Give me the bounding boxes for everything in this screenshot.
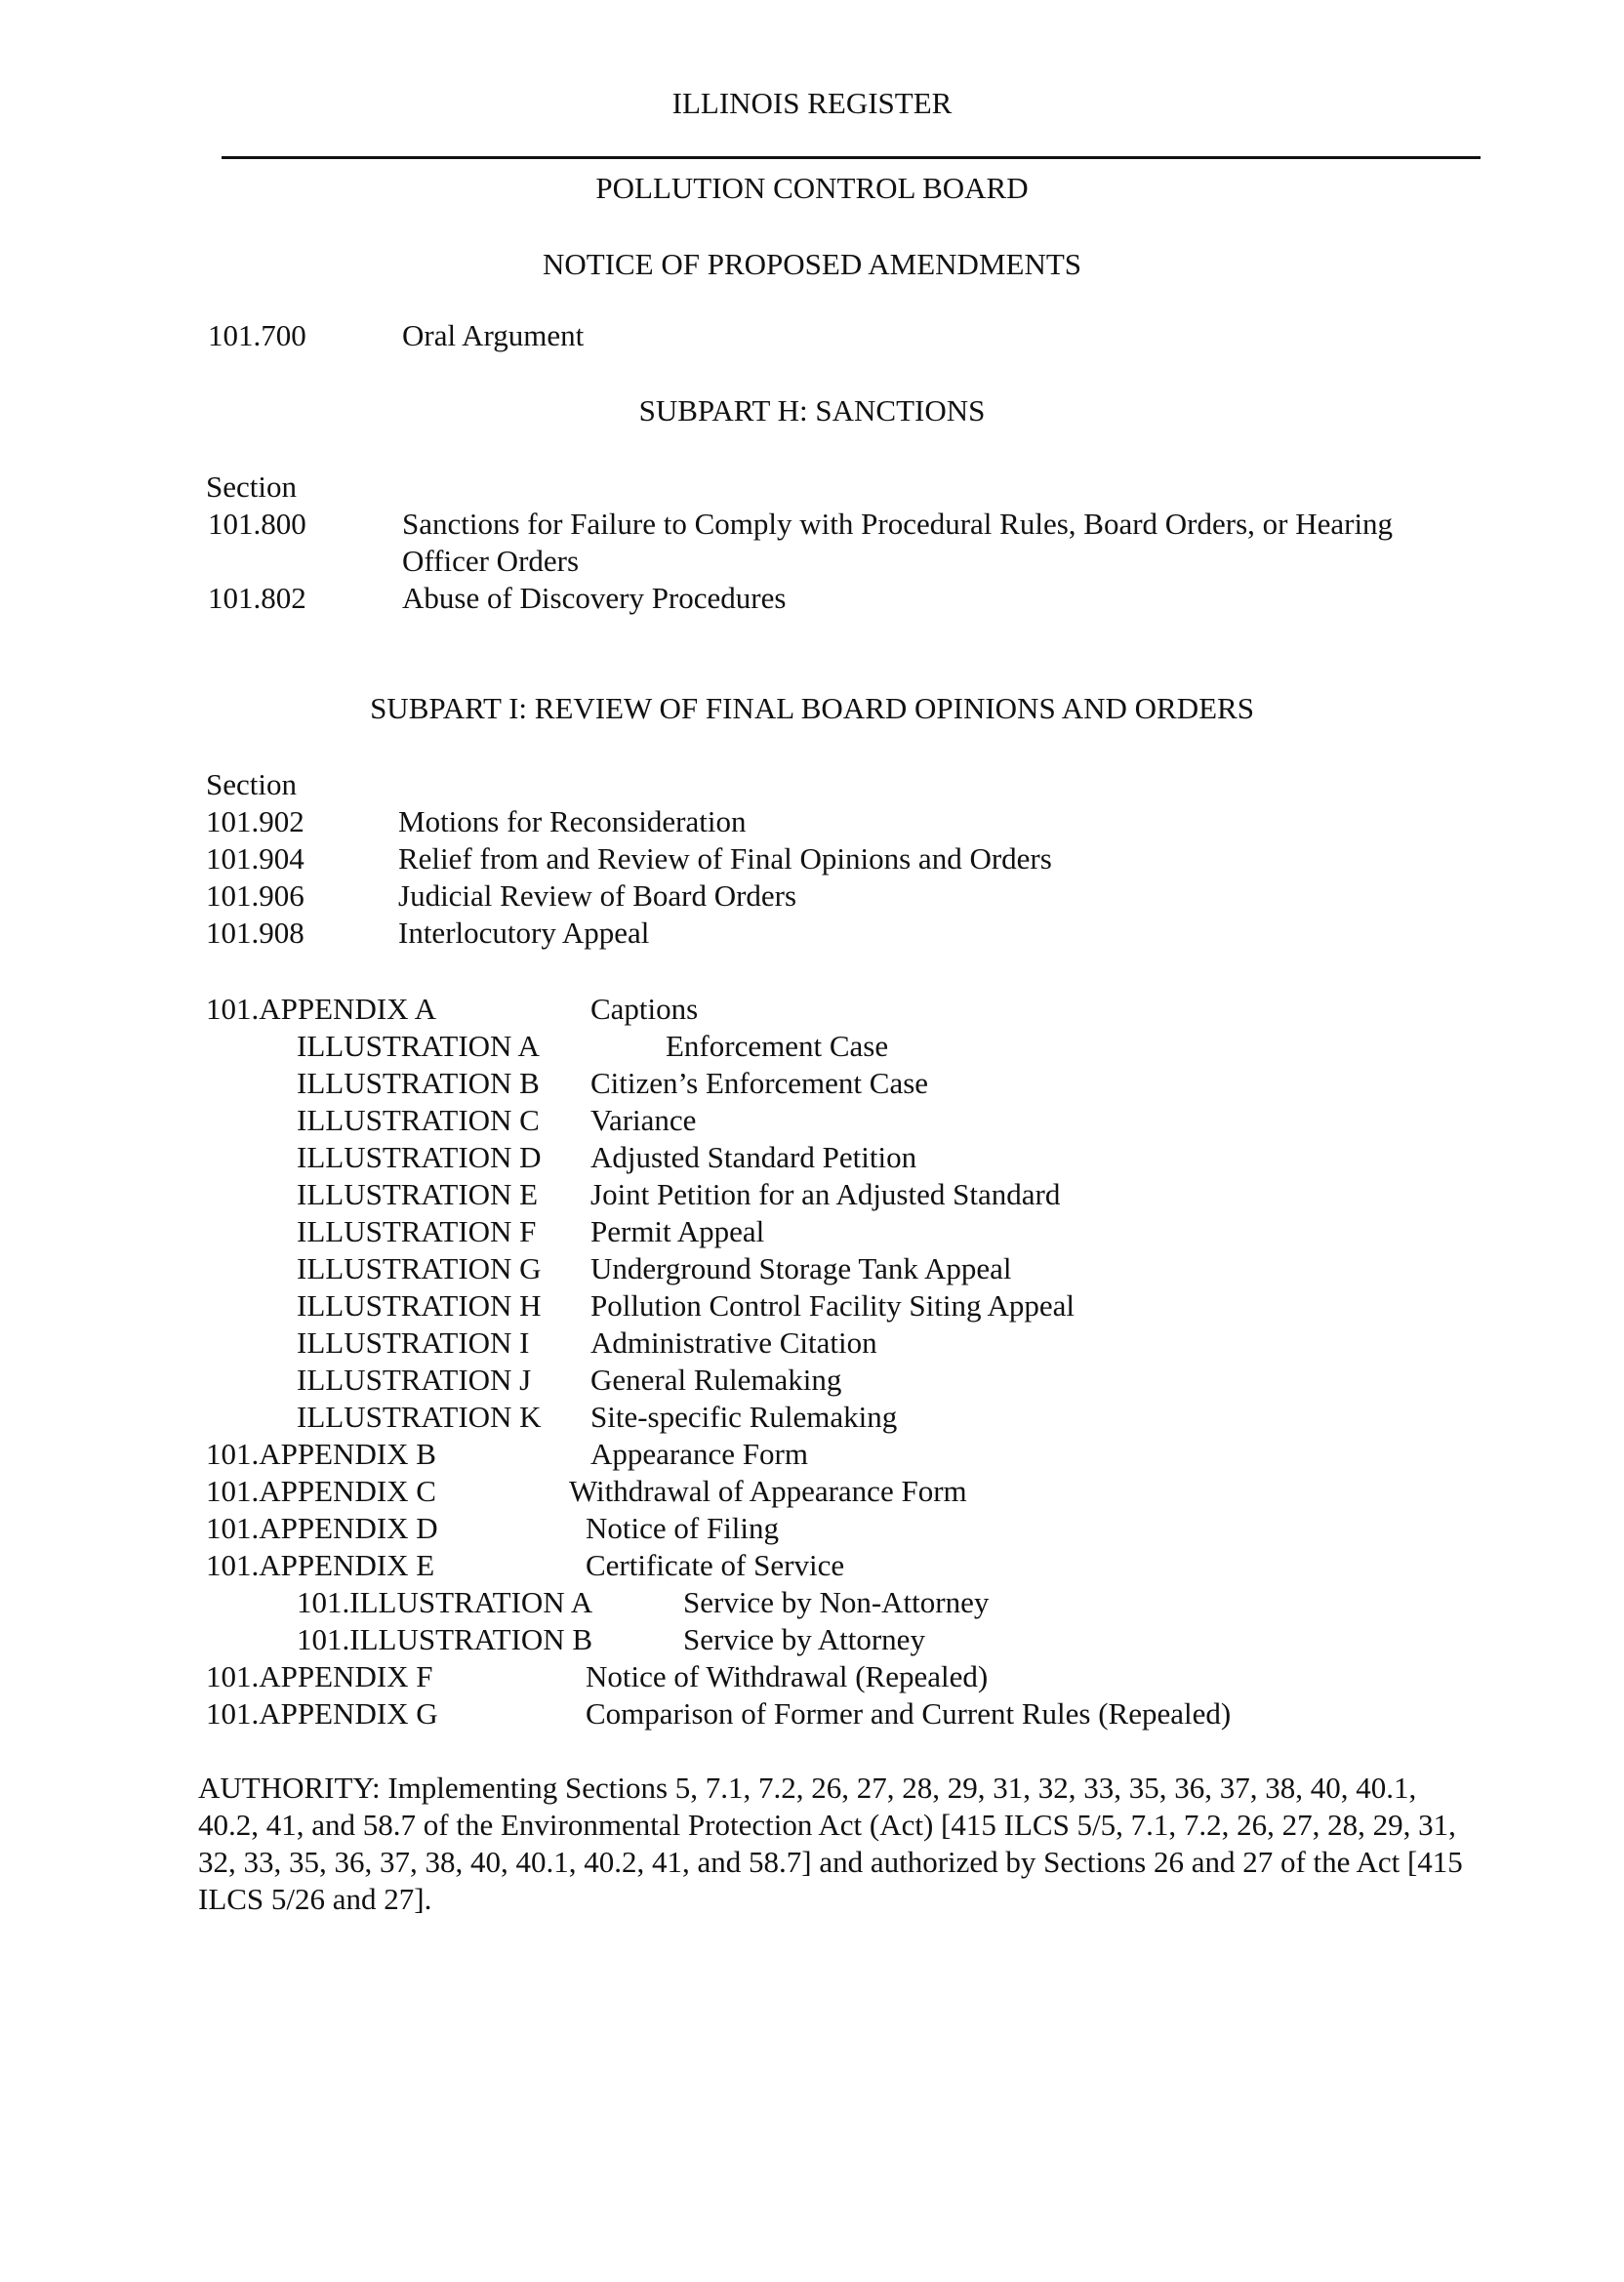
- appendix-label: 101.APPENDIX A: [206, 992, 436, 1026]
- illustration-label: 101.ILLUSTRATION B: [297, 1622, 593, 1656]
- section-title: Oral Argument: [402, 318, 585, 352]
- illustration-title: Pollution Control Facility Siting Appeal: [590, 1288, 1076, 1323]
- subpart-i-heading: SUBPART I: REVIEW OF FINAL BOARD OPINIONS AND ORDERS: [370, 691, 1254, 725]
- appendix-title: Comparison of Former and Current Rules (Repealed): [586, 1696, 1232, 1731]
- appendix-title: Withdrawal of Appearance Form: [569, 1474, 967, 1508]
- appendix-title: Appearance Form: [590, 1437, 808, 1471]
- header-rule: [222, 156, 1481, 159]
- illustration-label: ILLUSTRATION K: [297, 1400, 542, 1434]
- appendix-title: Captions: [590, 992, 699, 1026]
- appendix-label: 101.APPENDIX E: [206, 1548, 435, 1582]
- section-number: 101.904: [206, 841, 304, 876]
- illustration-label: ILLUSTRATION D: [297, 1140, 542, 1174]
- illustration-label: ILLUSTRATION F: [297, 1214, 537, 1248]
- appendix-label: 101.APPENDIX G: [206, 1696, 438, 1731]
- section-title: Abuse of Discovery Procedures: [402, 581, 787, 615]
- section-title: Judicial Review of Board Orders: [398, 878, 797, 913]
- illustration-title: Citizen’s Enforcement Case: [590, 1066, 929, 1100]
- board-title: POLLUTION CONTROL BOARD: [595, 171, 1029, 205]
- section-title: Sanctions for Failure to Comply with Procedural Rules, Board Orders, or Hearing: [402, 507, 1394, 541]
- illustration-title: Administrative Citation: [590, 1325, 877, 1360]
- section-number: 101.800: [208, 507, 306, 541]
- illustration-label: ILLUSTRATION G: [297, 1251, 542, 1285]
- illustration-title: General Rulemaking: [590, 1363, 842, 1397]
- illustration-title: Service by Non-Attorney: [683, 1585, 990, 1619]
- section-number: 101.700: [208, 318, 306, 352]
- illustration-title: Joint Petition for an Adjusted Standard: [590, 1177, 1061, 1211]
- illustration-label: ILLUSTRATION I: [297, 1325, 530, 1360]
- section-title: Interlocutory Appeal: [398, 916, 650, 950]
- illustration-title: Variance: [590, 1103, 697, 1137]
- illustration-title: Underground Storage Tank Appeal: [590, 1251, 1012, 1285]
- illustration-label: ILLUSTRATION H: [297, 1288, 542, 1323]
- illustration-label: ILLUSTRATION E: [297, 1177, 539, 1211]
- illustration-label: ILLUSTRATION C: [297, 1103, 540, 1137]
- appendix-label: 101.APPENDIX F: [206, 1659, 433, 1693]
- illustration-label: ILLUSTRATION A: [297, 1029, 540, 1063]
- section-title: Motions for Reconsideration: [398, 804, 747, 838]
- section-number: 101.902: [206, 804, 304, 838]
- illustration-title: Enforcement Case: [666, 1029, 889, 1063]
- section-label: Section: [206, 767, 297, 801]
- section-number: 101.908: [206, 916, 304, 950]
- section-number: 101.906: [206, 878, 304, 913]
- appendix-title: Notice of Filing: [586, 1511, 780, 1545]
- appendix-label: 101.APPENDIX C: [206, 1474, 436, 1508]
- subpart-h-heading: SUBPART H: SANCTIONS: [638, 393, 986, 428]
- section-label: Section: [206, 469, 297, 504]
- appendix-title: Certificate of Service: [586, 1548, 845, 1582]
- authority-paragraph: AUTHORITY: Implementing Sections 5, 7.1, 7.2, 26, 27, 28, 29, 31, 32, 33, 35, 36, 37, 38, 40, 40.1, 40.2, 41, and 58.7 of the Environmental Protection Act (Act) [415 ILCS 5/5, 7.1, 7.2, 26, 27, 28, 29, 31, 32, 33, 35, 36, 37, 38, 40, 40.1, 40.2, 41, and 58.7] and authorized by Sections 26 and 27 of the Act [415 ILCS 5/26 and 27].: [198, 1771, 1463, 1916]
- illustration-title: Service by Attorney: [683, 1622, 925, 1656]
- register-title: ILLINOIS REGISTER: [671, 86, 953, 120]
- illustration-title: Site-specific Rulemaking: [590, 1400, 898, 1434]
- illustration-label: 101.ILLUSTRATION A: [297, 1585, 593, 1619]
- illustration-label: ILLUSTRATION J: [297, 1363, 532, 1397]
- section-number: 101.802: [208, 581, 306, 615]
- appendix-label: 101.APPENDIX D: [206, 1511, 438, 1545]
- illustration-title: Permit Appeal: [590, 1214, 765, 1248]
- illustration-title: Adjusted Standard Petition: [590, 1140, 917, 1174]
- appendix-label: 101.APPENDIX B: [206, 1437, 436, 1471]
- section-title-continued: Officer Orders: [402, 544, 580, 578]
- illustration-label: ILLUSTRATION B: [297, 1066, 540, 1100]
- notice-title: NOTICE OF PROPOSED AMENDMENTS: [542, 247, 1082, 281]
- section-title: Relief from and Review of Final Opinions and Orders: [398, 841, 1052, 876]
- appendix-title: Notice of Withdrawal (Repealed): [586, 1659, 989, 1693]
